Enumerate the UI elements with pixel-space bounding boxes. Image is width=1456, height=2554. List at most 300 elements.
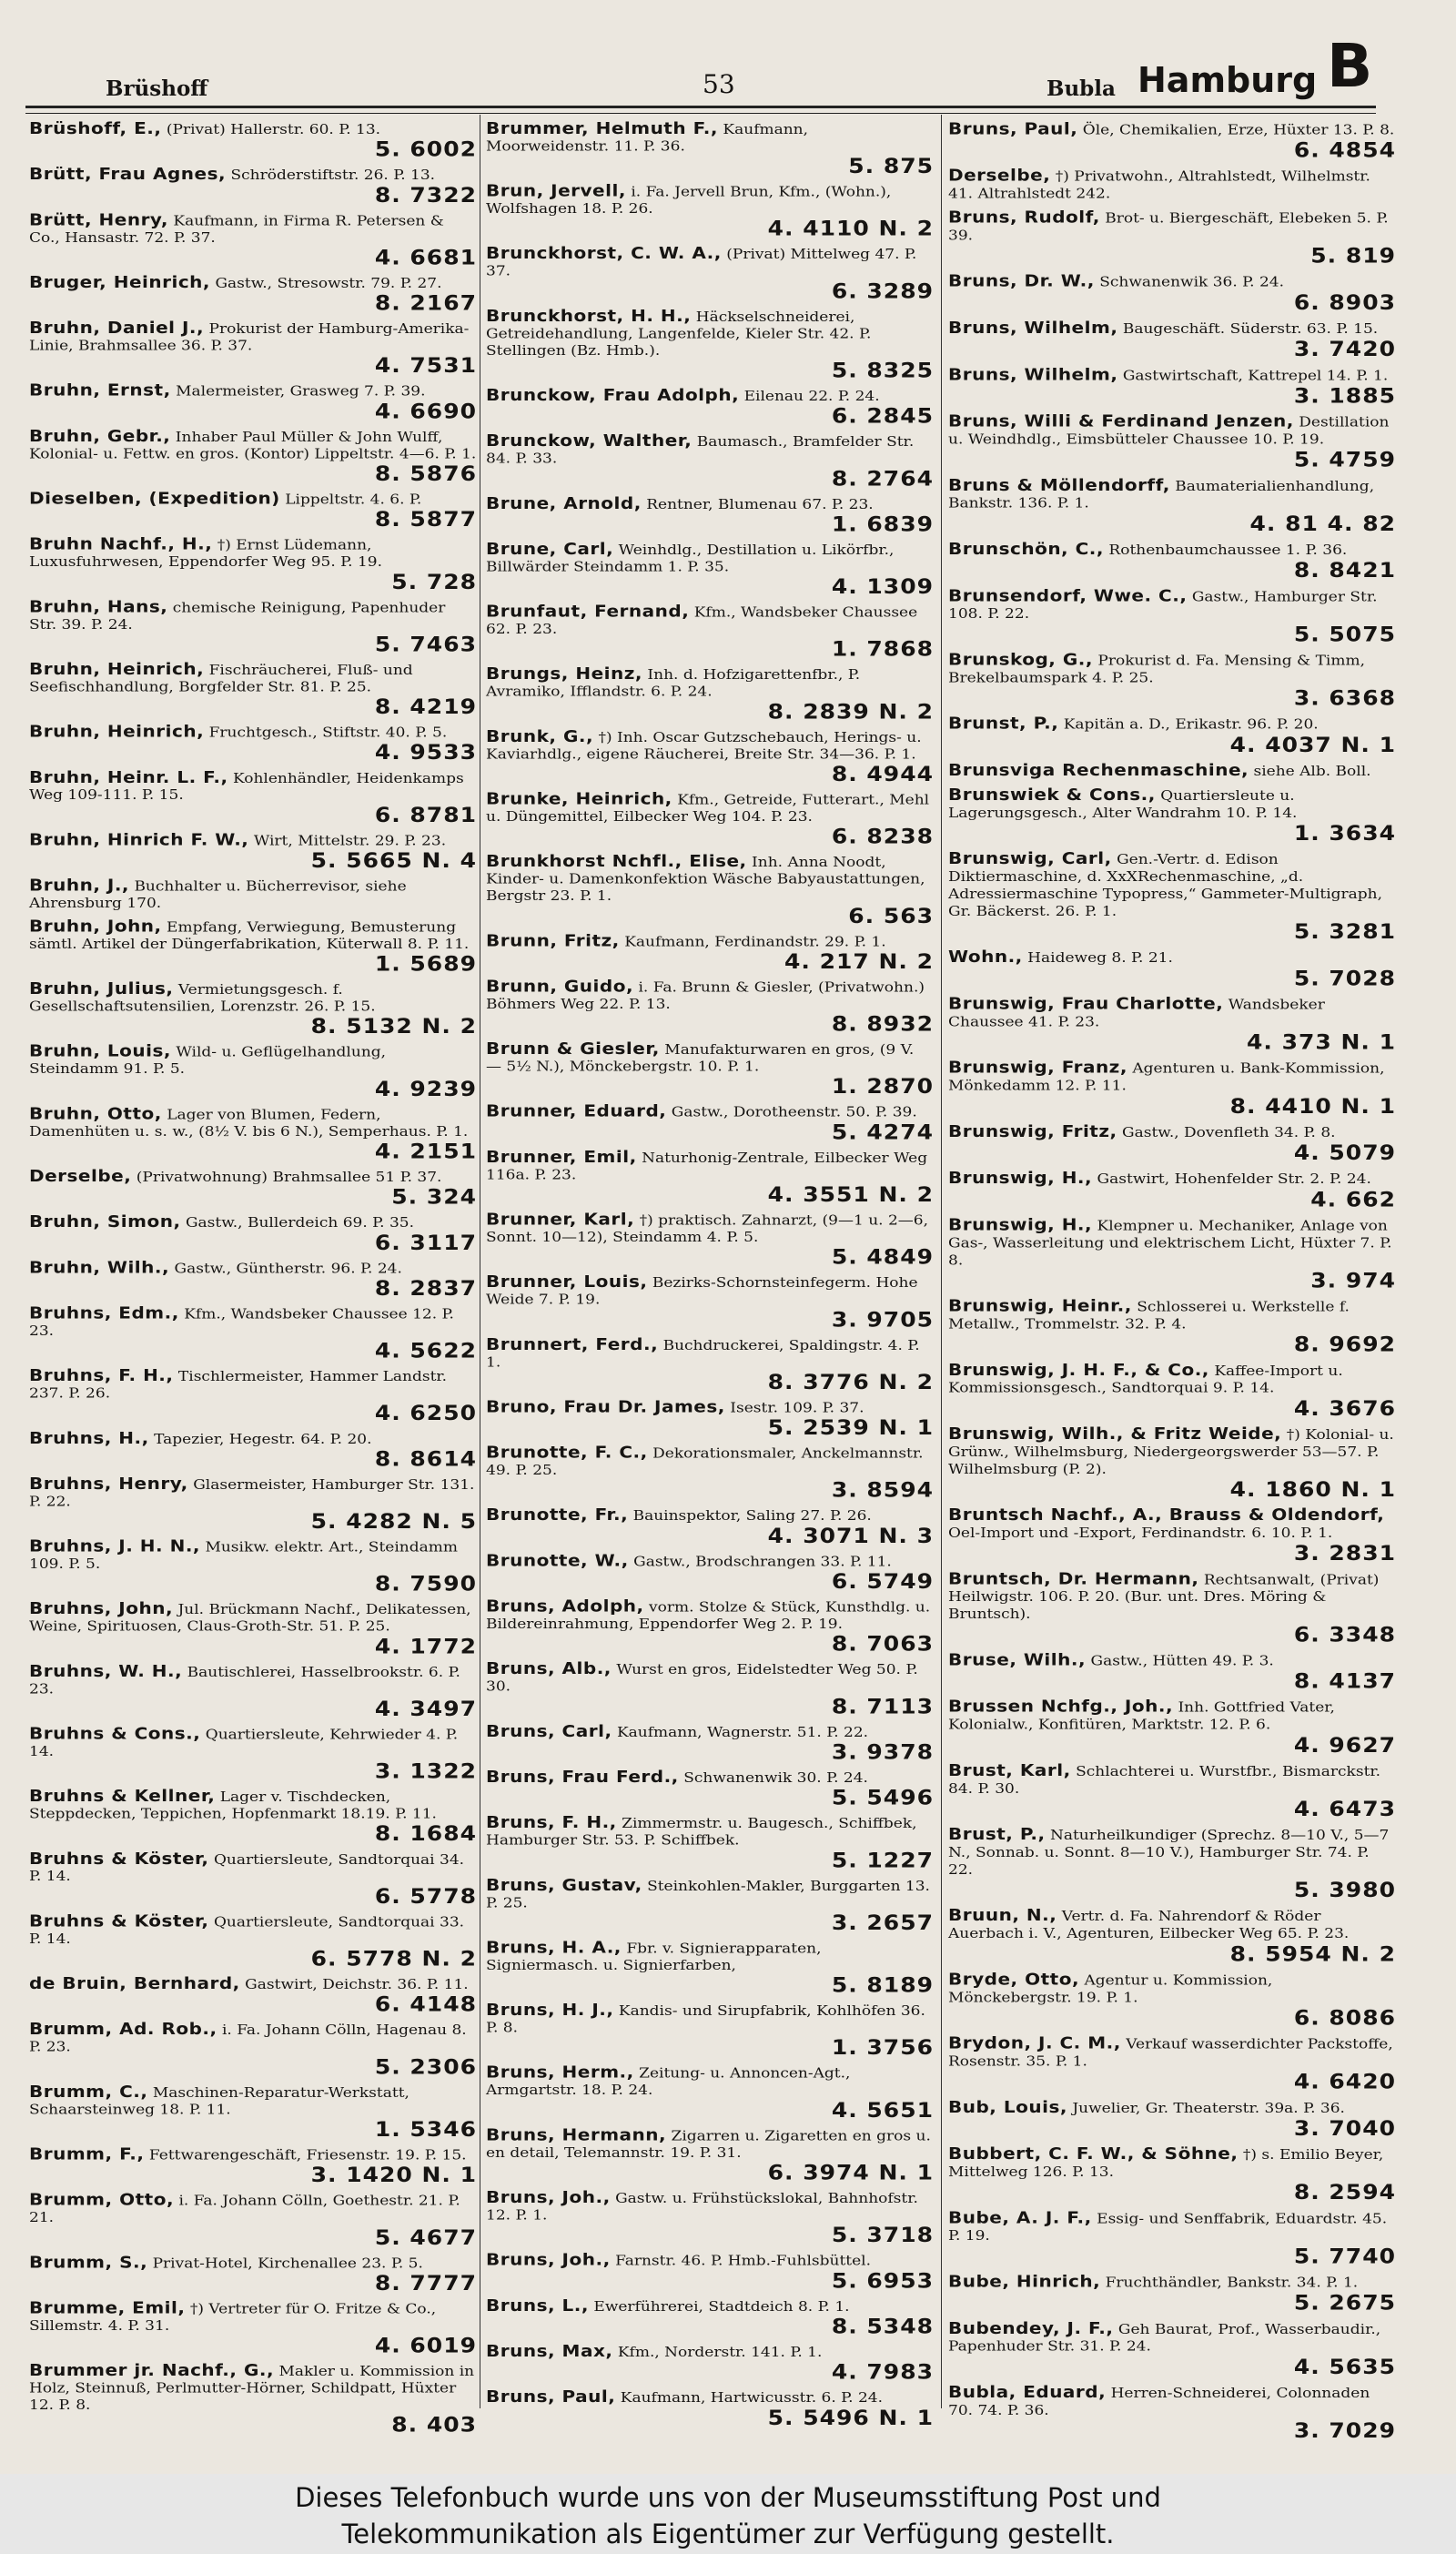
entry-phone-number: 8. 4219 [374, 694, 477, 719]
directory-entry [948, 1826, 1396, 1901]
entry-name: Bubbert, C. F. W., & Söhne, [948, 2144, 1239, 2164]
entry-phone-number: 5. 8189 [831, 1973, 934, 1997]
entry-name: Bruns, Adolph, [486, 1596, 644, 1616]
directory-entry [29, 1788, 477, 1844]
directory-entry [948, 1170, 1396, 1211]
entry-phone-number: 6. 5778 N. 2 [310, 1947, 477, 1971]
entry-phone-number: 5. 5665 N. 4 [310, 848, 477, 873]
header-city: Hamburg [1138, 60, 1318, 100]
directory-entry [486, 387, 934, 427]
entry-phone-number: 8. 4410 N. 1 [1229, 1094, 1396, 1119]
entry-details: †) Vertreter für O. Fritze & Co., Sillemstr. 4. P. 31. [29, 2301, 437, 2335]
directory-entry [29, 274, 477, 314]
entry-details: Zigarren u. Zigaretten en gros u. en detail, Telemannstr. 19. P. 31. [486, 2128, 931, 2162]
entry-name: Brütt, Frau Agnes, [29, 164, 227, 184]
entry-phone-number: 5. 2675 [1293, 2291, 1396, 2316]
directory-entry [29, 1475, 477, 1532]
entry-name: Brunfaut, Fernand, [486, 601, 690, 621]
entry-details: Kaufmann, in Firma R. Petersen & Co., Hansastr. 72. P. 37. [29, 213, 444, 247]
entry-name: Brunswig, Franz, [948, 1057, 1127, 1078]
entry-name: Bubendey, J. F., [948, 2317, 1114, 2338]
entry-phone-number: 3. 974 [1310, 1268, 1396, 1292]
directory-entry [486, 603, 934, 660]
directory-entry [948, 1120, 1396, 1165]
entry-phone-number: 5. 4274 [831, 1120, 934, 1144]
directory-entry [29, 1430, 477, 1470]
directory-entry [486, 2249, 934, 2293]
directory-entry [486, 1598, 934, 1655]
entry-name: Brungs, Heinz, [486, 664, 642, 684]
directory-entry [486, 1444, 934, 1501]
entry-phone-number: 3. 1322 [374, 1759, 477, 1783]
entry-name: Bruhns, John, [29, 1598, 174, 1618]
entry-name: Bruns, F. H., [486, 1812, 617, 1832]
directory-entry [948, 167, 1396, 203]
entry-details: Bauinspektor, Saling 27. P. 26. [632, 1508, 872, 1525]
entry-name: Bruger, Heinrich, [29, 272, 211, 292]
entry-phone-number: 4. 3497 [374, 1697, 477, 1721]
entry-phone-number: 6. 8238 [831, 825, 934, 848]
entry-name: Bruhns, Edm., [29, 1302, 179, 1323]
entry-details: Baumasch., Bramfelder Str. 84. P. 33. [486, 433, 915, 468]
entry-details: Essig- und Senffabrik, Eduardstr. 45. P. 19. [948, 2210, 1388, 2245]
entry-details: Bautischlerei, Hasselbrookstr. 6. P. 23. [29, 1664, 460, 1698]
entry-details: Manufakturwaren en gros, (9 V. — 5½ N.), Mönckebergstr. 10. P. 1. [486, 1041, 915, 1075]
entry-phone-number: 4. 6420 [1293, 2070, 1396, 2094]
entry-phone-number: 5. 7463 [374, 633, 477, 656]
directory-entry [29, 831, 477, 871]
directory-entry [29, 382, 477, 422]
entry-name: Bruns, Wilhelm, [948, 317, 1118, 338]
directory-column-2 [486, 120, 934, 2434]
entry-phone-number: 8. 8614 [374, 1447, 477, 1471]
entry-name: Bruns, Rudolf, [948, 207, 1100, 227]
entry-phone-number: 4. 6019 [374, 2334, 477, 2357]
entry-phone-number: 3. 7029 [1293, 2418, 1396, 2443]
entry-phone-number: 4. 662 [1310, 1187, 1396, 1211]
directory-entry [948, 2317, 1396, 2379]
entry-details: Kfm., Norderstr. 141. P. 1. [617, 2344, 823, 2361]
entry-name: Brunner, Louis, [486, 1272, 648, 1292]
entry-details: Destillation u. Weindhdlg., Eimsbütteler Chaussee 10. P. 19. [948, 414, 1390, 448]
directory-entry [29, 1367, 477, 1424]
entry-details: Herren-Schneiderei, Colonnaden 70. 74. P. 36. [948, 2385, 1370, 2419]
entry-details: Buchdruckerei, Spaldingstr. 4. P. 1. [486, 1337, 920, 1371]
entry-details: i. Fa. Brunn & Giesler, (Privatwohn.) Böhmers Weg 22. P. 13. [486, 979, 925, 1013]
entry-phone-number: 3. 9378 [831, 1740, 934, 1764]
entry-details: (Privat) Mittelweg 47. P. 37. [486, 247, 917, 280]
entry-name: Bruns, Joh., [486, 2187, 611, 2207]
entry-phone-number: 5. 4759 [1293, 448, 1396, 472]
entry-name: Brütt, Henry, [29, 209, 169, 229]
entry-phone-number: 8. 7113 [831, 1695, 934, 1718]
entry-name: Derselbe, [948, 165, 1051, 186]
entry-name: Bruhn, Hans, [29, 596, 168, 616]
entry-phone-number: 4. 3676 [1293, 1396, 1396, 1421]
directory-entry [486, 495, 934, 535]
entry-phone-number: 4. 81 4. 82 [1249, 512, 1396, 536]
entry-details: Naturheilkundiger (Sprechz. 8—10 V., 5—7 N., Sonnab. u. Sonnt. 8—10 V.), Hamburger Str. 74. P. 22. [948, 1827, 1390, 1879]
entry-phone-number: 8. 4944 [831, 762, 934, 786]
entry-details: Haideweg 8. P. 21. [1027, 949, 1173, 967]
entry-details: Privat-Hotel, Kirchenallee 23. P. 5. [152, 2255, 423, 2272]
directory-entry [948, 538, 1396, 583]
entry-details: Kaufmann, Wagnerstr. 51. P. 22. [616, 1724, 869, 1741]
directory-entry [486, 1814, 934, 1870]
entry-phone-number: 4. 2151 [374, 1140, 477, 1163]
entry-details: Zeitung- u. Annoncen-Agt., Armgartstr. 18. P. 24. [486, 2065, 851, 2099]
entry-details: †) Kolonial- u. Grünw., Wilhelmsburg, Niedergeorgswerder 53—57. P. Wilhelmsburg (P. 2). [948, 1426, 1394, 1478]
entry-name: Brunswig, H., [948, 1168, 1093, 1188]
entry-details: Empfang, Verwiegung, Bemusterung sämtl. Artikel der Düngerfabrikation, Küterwall 8. P. 11. [29, 919, 470, 953]
directory-entry [486, 180, 934, 240]
entry-phone-number: 3. 2831 [1293, 1541, 1396, 1566]
entry-phone-number: 5. 7740 [1293, 2244, 1396, 2268]
entry-phone-number: 6. 3348 [1293, 1622, 1396, 1647]
entry-details: Inhaber Paul Müller & John Wulff, Kolonial- u. Fettw. en gros. (Kontor) Lippeltstr. 4—6. P. 1. [29, 429, 477, 462]
entry-phone-number: 8. 5348 [831, 2315, 934, 2338]
entry-phone-number: 8. 2839 N. 2 [767, 700, 934, 724]
entry-phone-number: 8. 3776 N. 2 [767, 1370, 934, 1394]
entry-phone-number: 5. 6953 [831, 2269, 934, 2293]
entry-details: Inh. d. Hofzigarettenfbr., P. Avramiko, Ifflandstr. 6. P. 24. [486, 667, 861, 701]
entry-phone-number: 5. 875 [848, 154, 934, 178]
entry-name: Brunckhorst, C. W. A., [486, 243, 722, 263]
directory-entry [948, 208, 1396, 267]
directory-entry [948, 1425, 1396, 1501]
entry-name: Brunner, Karl, [486, 1209, 635, 1229]
entry-phone-number: 1. 5689 [374, 952, 477, 976]
entry-phone-number: 4. 6690 [374, 400, 477, 423]
entry-phone-number: 4. 5622 [374, 1339, 477, 1363]
entry-details: Kapitän a. D., Erikastr. 96. P. 20. [1063, 716, 1319, 734]
directory-entry [948, 1971, 1396, 2029]
entry-name: Bryde, Otto, [948, 1969, 1080, 1989]
directory-entry [486, 1552, 934, 1592]
entry-details: Quartiersleute, Sandtorquai 34. P. 14. [29, 1851, 465, 1885]
entry-details: Wild- u. Geflügelhandlung, Steindamm 91. P. 5. [29, 1044, 387, 1078]
entry-details: i. Fa. Johann Cölln, Hagenau 8. P. 23. [29, 2022, 467, 2056]
entry-details: Kohlenhändler, Heidenkamps Weg 109-111. P. 15. [29, 770, 464, 804]
entry-details: Kfm., Wandsbeker Chaussee 12. P. 23. [29, 1306, 454, 1340]
entry-details: Gastwirtschaft, Kattrepel 14. P. 1. [1122, 367, 1389, 384]
entry-details: Fruchthändler, Bankstr. 34. P. 1. [1105, 2275, 1359, 2291]
entry-phone-number: 4. 7983 [831, 2360, 934, 2384]
entry-details: Buchhalter u. Bücherrevisor, siehe Ahrensburg 170. [29, 878, 407, 912]
entry-name: Bruhn, Gebr., [29, 426, 171, 446]
entry-details: Makler u. Kommission in Holz, Steinnuß, Perlmutter-Hörner, Schildpatt, Hüxter 12. P. 8. [29, 2363, 475, 2414]
entry-name: Brüshoff, E., [29, 118, 162, 138]
directory-entry [486, 788, 934, 848]
entry-details: Schlosserei u. Werkstelle f. Metallw., Trommelstr. 32. P. 4. [948, 1299, 1350, 1333]
directory-entry [948, 948, 1396, 989]
directory-column-1 [29, 120, 477, 2441]
entry-phone-number: 4. 217 N. 2 [784, 949, 934, 974]
entry-phone-number: 5. 8325 [831, 359, 934, 382]
directory-entry [486, 2297, 934, 2337]
directory-entry [948, 120, 1396, 161]
entry-details: Gastwirt, Deichstr. 36. P. 11. [245, 1976, 469, 1993]
directory-entry [948, 2209, 1396, 2267]
entry-details: (Privat) Hallerstr. 60. P. 13. [166, 121, 381, 138]
entry-details: Schwanenwik 30. P. 24. [683, 1769, 868, 1787]
directory-entry [29, 1723, 477, 1783]
entry-phone-number: 4. 5651 [831, 2098, 934, 2123]
directory-entry [948, 1907, 1396, 1965]
entry-details: Kfm., Wandsbeker Chaussee 62. P. 23. [486, 604, 918, 638]
entry-name: Brunckow, Frau Adolph, [486, 385, 740, 405]
directory-entry [948, 786, 1396, 845]
directory-entry [486, 2002, 934, 2058]
entry-details: Kandis- und Sirupfabrik, Kohlhöfen 36. P. 8. [486, 2002, 925, 2036]
entry-name: Bruns & Möllendorff, [948, 474, 1170, 495]
entry-name: Bruhn, Hinrich F. W., [29, 829, 249, 849]
entry-phone-number: 4. 1772 [374, 1635, 477, 1658]
entry-phone-number: 6. 5778 [374, 1884, 477, 1909]
entry-name: Bruhns, Henry, [29, 1474, 188, 1494]
entry-phone-number: 3. 2657 [831, 1910, 934, 1935]
entry-phone-number: 5. 2539 N. 1 [767, 1415, 934, 1440]
entry-phone-number: 6. 5749 [831, 1569, 934, 1594]
entry-phone-number: 1. 3756 [831, 2035, 934, 2060]
entry-phone-number: 4. 5079 [1293, 1140, 1396, 1165]
entry-phone-number: 6. 3289 [831, 279, 934, 303]
entry-name: Bruhn, Otto, [29, 1103, 162, 1123]
header-right-keyword: Bubla [1046, 76, 1116, 101]
entry-name: Brunn, Fritz, [486, 930, 620, 950]
entry-details: Verkauf wasserdichter Packstoffe, Rosenstr. 35. P. 1. [948, 2036, 1393, 2070]
entry-details: Fischräucherei, Fluß- und Seefischhandlung, Borgfelder Str. 81. P. 25. [29, 662, 413, 695]
directory-entry [486, 1769, 934, 1809]
entry-phone-number: 3. 8594 [831, 1478, 934, 1502]
entry-name: Bruhn, Wilh., [29, 1257, 170, 1277]
entry-phone-number: 6. 563 [848, 904, 934, 928]
entry-name: Bruhn, J., [29, 875, 130, 895]
entry-phone-number: 4. 373 N. 1 [1246, 1029, 1396, 1054]
entry-details: Isestr. 109. P. 37. [730, 1400, 864, 1416]
entry-name: Bruntsch, Dr. Hermann, [948, 1568, 1199, 1588]
entry-details: Fruchtgesch., Stiftstr. 40. P. 5. [208, 725, 448, 741]
directory-entry [29, 1975, 477, 2015]
entry-name: Brumm, Otto, [29, 2189, 175, 2210]
directory-entry [29, 1168, 477, 1208]
footer-line-2: Telekommunikation als Eigentümer zur Verfügung gestellt. [341, 2519, 1115, 2549]
directory-entry [486, 1211, 934, 1268]
entry-name: Brunswig, Heinr., [948, 1295, 1132, 1316]
entry-name: Brunsviga Rechenmaschine, [948, 759, 1249, 780]
entry-details: Glasermeister, Hamburger Str. 131. P. 22. [29, 1476, 475, 1510]
entry-name: Brummer, Helmuth F., [486, 118, 718, 138]
directory-entry [486, 932, 934, 972]
entry-name: Bruns, Wilhelm, [948, 364, 1118, 384]
directory-entry [948, 1651, 1396, 1692]
entry-name: Derselbe, [29, 1166, 132, 1186]
entry-name: Bruns, Carl, [486, 1721, 612, 1741]
entry-details: Maschinen-Reparatur-Werkstatt, Schaarsteinweg 18. P. 11. [29, 2084, 410, 2118]
entry-phone-number: 4. 6681 [374, 246, 477, 269]
entry-details: Vertr. d. Fa. Nahrendorf & Röder Auerbach i. V., Agenturen, Eilbecker Weg 65. P. 23. [948, 1908, 1350, 1942]
directory-entry [29, 211, 477, 268]
header-rule [25, 106, 1376, 108]
entry-details: †) Ernst Lüdemann, Luxusfuhrwesen, Eppendorfer Weg 95. P. 19. [29, 537, 382, 571]
entry-details: Baumaterialienhandlung, Bankstr. 136. P. 1. [948, 478, 1375, 512]
directory-entry [948, 1506, 1396, 1565]
directory-entry [948, 651, 1396, 709]
entry-details: Naturhonig-Zentrale, Eilbecker Weg 116a. P. 23. [486, 1150, 928, 1183]
directory-entry [948, 759, 1396, 781]
entry-details: Inh. Anna Noodt, Kinder- u. Damenkonfektion Wäsche Babyaustattungen, Bergstr 23. P. 1. [486, 854, 925, 905]
entry-name: Brumm, Ad. Rob., [29, 2019, 217, 2039]
entry-name: Bruhn, Heinrich, [29, 721, 205, 741]
directory-entry [486, 1103, 934, 1143]
directory-entry [486, 665, 934, 722]
entry-details: Lager von Blumen, Federn, Damenhüten u. s. w., (8½ V. bis 6 N.), Semperhaus. P. 1. [29, 1107, 469, 1140]
entry-name: de Bruin, Bernhard, [29, 1973, 240, 1993]
entry-phone-number: 3. 1420 N. 1 [310, 2163, 477, 2187]
entry-name: Brune, Carl, [486, 539, 614, 559]
entry-details: †) s. Emilio Beyer, Mittelweg 126. P. 13. [948, 2146, 1384, 2181]
entry-name: Bruhn Nachf., H., [29, 533, 213, 554]
entry-name: Bruns, Hermann, [486, 2124, 667, 2144]
directory-entry [948, 1216, 1396, 1292]
entry-name: Bruno, Frau Dr. James, [486, 1396, 725, 1416]
entry-name: Brune, Arnold, [486, 493, 642, 513]
directory-entry [948, 366, 1396, 407]
entry-name: Brunsendorf, Wwe. C., [948, 585, 1188, 605]
directory-entry [29, 917, 477, 974]
entry-details: Farnstr. 46. P. Hmb.-Fuhlsbüttel. [615, 2253, 872, 2270]
directory-entry [486, 1939, 934, 1995]
entry-phone-number: 8. 7322 [374, 183, 477, 208]
entry-phone-number: 4. 3551 N. 2 [767, 1182, 934, 1207]
entry-phone-number: 8. 5877 [374, 507, 477, 532]
entry-phone-number: 5. 5496 N. 1 [767, 2406, 934, 2430]
header-letter: B [1327, 31, 1373, 101]
entry-phone-number: 4. 9239 [374, 1077, 477, 1101]
entry-name: Brydon, J. C. M., [948, 2032, 1121, 2053]
directory-entry [486, 1336, 934, 1393]
entry-name: Bruns, H. A., [486, 1937, 622, 1957]
entry-details: Prokurist der Hamburg-Amerika-Linie, Brahmsallee 36. P. 37. [29, 320, 470, 354]
entry-details: Prokurist d. Fa. Mensing & Timm, Brekelbaumspark 4. P. 25. [948, 653, 1366, 686]
entry-phone-number: 5. 1227 [831, 1849, 934, 1872]
entry-details: Kaufmann, Moorweidenstr. 11. P. 36. [486, 121, 809, 155]
entry-name: Brunner, Eduard, [486, 1101, 667, 1121]
entry-details: Kaffee-Import u. Kommissionsgesch., Sandtorquai 9. P. 14. [948, 1363, 1343, 1397]
entry-name: Bruhns, J. H. N., [29, 1535, 201, 1556]
directory-entry [948, 995, 1396, 1053]
entry-phone-number: 3. 1885 [1293, 383, 1396, 408]
entry-details: chemische Reinigung, Papenhuder Str. 39. P. 24. [29, 600, 446, 633]
entry-phone-number: 8. 5132 N. 2 [310, 1014, 477, 1039]
entry-name: Bruhn, Simon, [29, 1211, 181, 1231]
directory-entry [948, 1359, 1396, 1421]
entry-phone-number: 1. 3634 [1293, 821, 1396, 846]
entry-details: Gastw. u. Frühstückslokal, Bahnhofstr. 12. P. 1. [486, 2190, 918, 2224]
entry-details: Agenturen u. Bank-Kommission, Mönkedamm 12. P. 11. [948, 1060, 1385, 1095]
entry-details: Gastw., Bullerdeich 69. P. 35. [185, 1214, 415, 1231]
entry-name: Brunotte, W., [486, 1550, 629, 1570]
directory-entry [486, 1040, 934, 1097]
entry-phone-number: 8. 2167 [374, 291, 477, 315]
entry-phone-number: 4. 7531 [374, 353, 477, 378]
entry-name: Bruntsch Nachf., A., Brauss & Oldendorf, [948, 1505, 1385, 1525]
entry-phone-number: 4. 5635 [1293, 2355, 1396, 2379]
entry-details: (Privatwohnung) Brahmsallee 51 P. 37. [136, 1169, 442, 1186]
column-divider [941, 115, 942, 2408]
entry-details: Wurst en gros, Eidelstedter Weg 50. P. 30. [486, 1662, 918, 1696]
header-rule-thin [25, 113, 1376, 114]
entry-phone-number: 1. 6839 [831, 512, 934, 536]
directory-entry [29, 1259, 477, 1299]
header-left-keyword: Brüshoff [106, 76, 208, 101]
entry-name: Brunschön, C., [948, 538, 1104, 559]
directory-entry [29, 2254, 477, 2294]
entry-phone-number: 5. 6002 [374, 137, 477, 161]
entry-details: Zimmermstr. u. Baugesch., Schiffbek, Hamburger Str. 53. P. Schiffbek. [486, 1815, 917, 1850]
entry-name: Brunk, G., [486, 726, 594, 746]
entry-name: Brunke, Heinrich, [486, 788, 672, 808]
entry-name: Brumm, F., [29, 2144, 145, 2164]
entry-details: Tischlermeister, Hammer Landstr. 237. P. 26. [29, 1368, 448, 1402]
entry-phone-number: 5. 4677 [374, 2225, 477, 2250]
entry-name: Brunswig, Wilh., & Fritz Weide, [948, 1423, 1282, 1444]
entry-phone-number: 8. 7590 [374, 1572, 477, 1596]
entry-name: Bruhns, F. H., [29, 1365, 174, 1385]
entry-details: Kaufmann, Hartwicusstr. 6. P. 24. [620, 2389, 883, 2407]
entry-phone-number: 4. 6473 [1293, 1797, 1396, 1821]
directory-entry [948, 2381, 1396, 2443]
entry-name: Brunswig, Frau Charlotte, [948, 993, 1224, 1013]
entry-details: Baugeschäft. Süderstr. 63. P. 15. [1122, 320, 1379, 338]
entry-name: Brunn & Giesler, [486, 1039, 660, 1059]
entry-name: Bruhns, W. H., [29, 1661, 183, 1681]
entry-phone-number: 3. 9705 [831, 1308, 934, 1332]
directory-entry [486, 1506, 934, 1546]
entry-details: Gastw., Hütten 49. P. 3. [1090, 1652, 1274, 1669]
directory-entry [948, 474, 1396, 536]
entry-phone-number: 6. 3117 [374, 1231, 477, 1255]
entry-name: Bruns, Frau Ferd., [486, 1767, 679, 1787]
entry-phone-number: 5. 728 [391, 570, 477, 594]
directory-entry [486, 1149, 934, 1205]
directory-entry [29, 980, 477, 1037]
entry-details: Fettwarengeschäft, Friesenstr. 19. P. 15. [148, 2147, 467, 2164]
entry-details: Oel-Import und -Export, Ferdinandstr. 6. 10. P. 1. [948, 1525, 1333, 1542]
entry-name: Bruhn, Ernst, [29, 380, 171, 400]
entry-name: Bruns, Joh., [486, 2249, 611, 2270]
entry-name: Bruhns & Köster, [29, 1849, 209, 1869]
entry-phone-number: 4. 4037 N. 1 [1229, 733, 1396, 757]
entry-phone-number: 3. 6368 [1293, 685, 1396, 710]
directory-entry [486, 1273, 934, 1330]
entry-details: Kfm., Getreide, Futterart., Mehl u. Düngemittel, Eilbecker Weg 104. P. 23. [486, 792, 930, 826]
entry-details: i. Fa. Jervell Brun, Kfm., (Wohn.), Wolfshagen 18. P. 26. [486, 184, 892, 218]
directory-entry [29, 2146, 477, 2186]
entry-name: Brun, Jervell, [486, 180, 626, 200]
entry-name: Bruns, Willi & Ferdinand Jenzen, [948, 410, 1294, 431]
entry-name: Brunswig, Carl, [948, 848, 1112, 868]
entry-phone-number: 3. 7040 [1293, 2116, 1396, 2141]
entry-name: Brumm, S., [29, 2252, 148, 2272]
directory-entry [29, 2362, 477, 2436]
entry-details: Fbr. v. Signierapparaten, Signiermasch. u. Signierfarben, [486, 1941, 822, 1974]
entry-phone-number: 6. 2845 [831, 404, 934, 428]
entry-details: Schröderstiftstr. 26. P. 13. [230, 167, 436, 184]
directory-entry [948, 587, 1396, 645]
entry-details: Tapezier, Hegestr. 64. P. 20. [154, 1431, 372, 1448]
entry-details: Gastw., Hamburger Str. 108. P. 22. [948, 588, 1378, 623]
